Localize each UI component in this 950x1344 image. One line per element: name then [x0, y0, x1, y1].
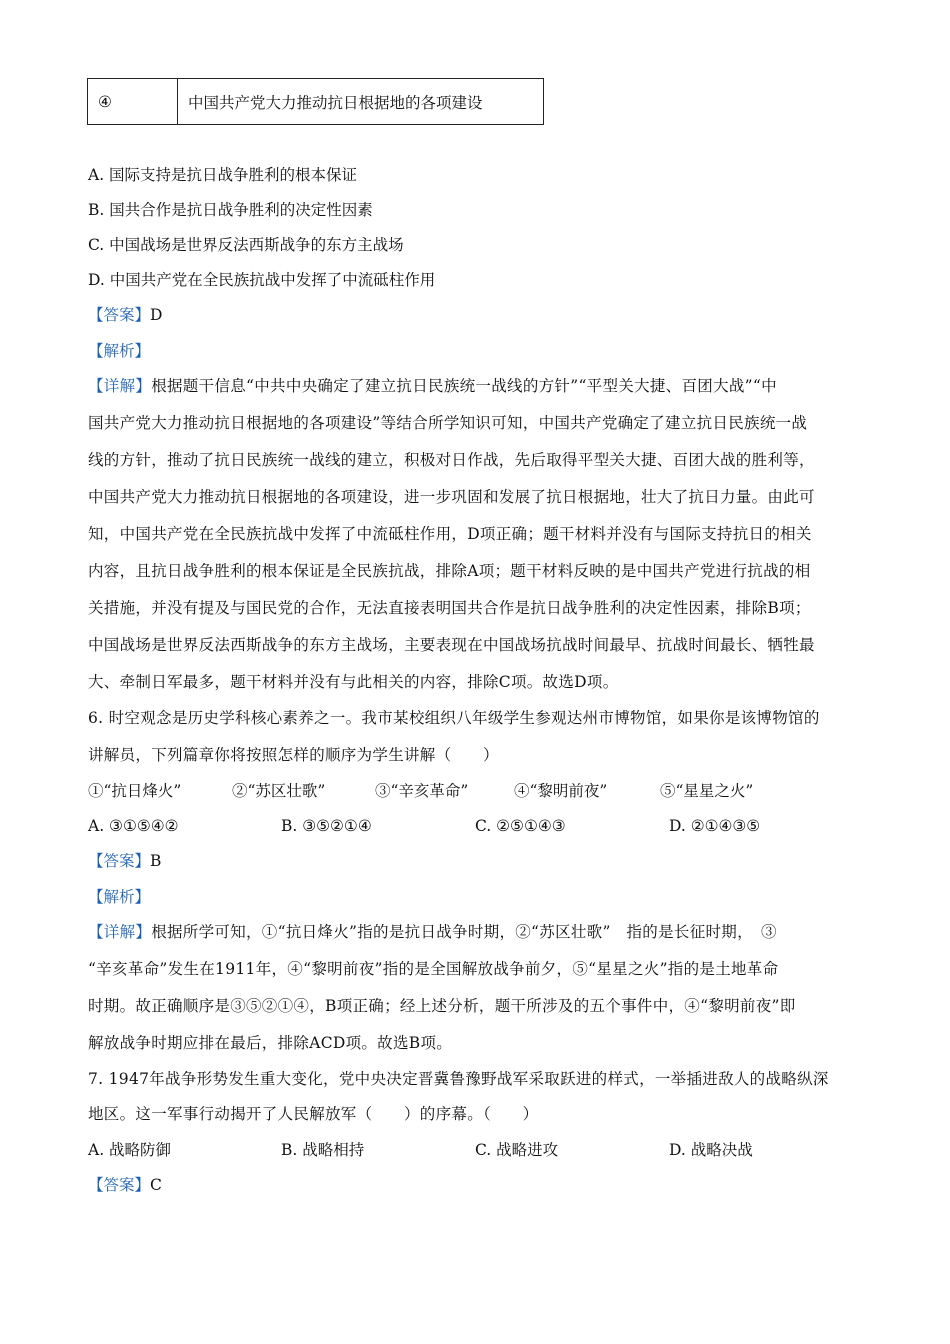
answer-value: D — [150, 306, 163, 324]
q6-item: ④“黎明前夜” — [514, 782, 608, 800]
q5-detail-line: 国共产党大力推动抗日根据地的各项建设”等结合所学知识可知，中国共产党确定了建立抗日民族统一战 — [88, 414, 808, 432]
q5-detail-line: 【详解】根据题干信息“中共中央确定了建立抗日民族统一战线的方针”“平型关大捷、百团大战”“中 — [88, 377, 777, 395]
q6-item: ②“苏区壮歌” — [232, 782, 326, 800]
q6-detail-line: 解放战争时期应排在最后，排除ACD项。故选B项。 — [88, 1034, 453, 1052]
q6-analysis-tag: 【解析】 — [88, 888, 151, 906]
q5-detail-line: 中国战场是世界反法西斯战争的东方主战场，主要表现在中国战场抗战时间最早、抗战时间最长、牺牲最 — [88, 636, 815, 654]
detail-tag: 【详解】 — [88, 923, 152, 941]
q6-detail-line: 【详解】根据所学可知，①“抗日烽火”指的是抗日战争时期，②“苏区壮歌” 指的是长征时期， ③ — [88, 923, 777, 941]
q6-stem-line: 6. 时空观念是历史学科核心素养之一。我市某校组织八年级学生参观达州市博物馆，如果你是该博物馆的 — [88, 709, 820, 727]
q6-detail-line: “辛亥革命”发生在1911年，④“黎明前夜”指的是全国解放战争前夕，⑤“星星之火”指的是土地革命 — [88, 960, 779, 978]
q5-option-d: D. 中国共产党在全民族抗战中发挥了中流砥柱作用 — [88, 271, 436, 289]
answer-tag: 【答案】 — [88, 852, 151, 870]
q5-answer — [88, 305, 162, 325]
q5-detail-line: 内容，且抗日战争胜利的根本保证是全民族抗战，排除A项；题干材料反映的是中国共产党进行抗战的相 — [88, 562, 811, 580]
q7-option-b: B. 战略相持 — [281, 1141, 365, 1159]
q6-item: ③“辛亥革命” — [375, 782, 469, 800]
question-table — [87, 78, 544, 125]
q7-answer — [88, 1175, 162, 1195]
table-cell-number: ④ — [88, 79, 178, 125]
table-row — [88, 79, 544, 125]
table-cell-text: 中国共产党大力推动抗日根据地的各项建设 — [178, 79, 544, 125]
q6-option-a: A. ③①⑤④② — [88, 817, 179, 835]
q5-option-c: C. 中国战场是世界反法西斯战争的东方主战场 — [88, 236, 404, 254]
q6-detail-line: 时期。故正确顺序是③⑤②①④，B项正确；经上述分析，题干所涉及的五个事件中，④“黎明前夜”即 — [88, 997, 796, 1015]
q5-detail-line: 中国共产党大力推动抗日根据地的各项建设，进一步巩固和发展了抗日根据地，壮大了抗日力量。由此可 — [88, 488, 815, 506]
q6-option-c: C. ②⑤①④③ — [475, 817, 566, 835]
q7-stem-line: 地区。这一军事行动揭开了人民解放军（ ）的序幕。（ ） — [88, 1105, 539, 1123]
q6-item: ①“抗日烽火” — [88, 782, 182, 800]
q6-item: ⑤“星星之火” — [660, 782, 754, 800]
q7-option-a: A. 战略防御 — [88, 1141, 172, 1159]
q5-analysis-tag: 【解析】 — [88, 342, 151, 360]
q5-option-b: B. 国共合作是抗日战争胜利的决定性因素 — [88, 201, 373, 219]
q6-option-d: D. ②①④③⑤ — [669, 817, 761, 835]
q6-answer — [88, 851, 161, 871]
q5-detail-line: 知，中国共产党在全民族抗战中发挥了中流砥柱作用，D项正确；题干材料并没有与国际支持抗日的相关 — [88, 525, 812, 543]
answer-tag: 【答案】 — [88, 306, 151, 324]
q6-option-b: B. ③⑤②①④ — [281, 817, 372, 835]
q7-option-d: D. 战略决战 — [669, 1141, 753, 1159]
detail-tag: 【详解】 — [88, 377, 152, 395]
q7-option-c: C. 战略进攻 — [475, 1141, 559, 1159]
q6-stem-line: 讲解员，下列篇章你将按照怎样的顺序为学生讲解（ ） — [88, 746, 499, 764]
q5-detail-line: 关措施，并没有提及与国民党的合作，无法直接表明国共合作是抗日战争胜利的决定性因素，排除B项； — [88, 599, 811, 617]
q5-detail-line: 大、牵制日军最多，题干材料并没有与此相关的内容，排除C项。故选D项。 — [88, 673, 619, 691]
answer-tag: 【答案】 — [88, 1176, 151, 1194]
q5-detail-line: 线的方针，推动了抗日民族统一战线的建立，积极对日作战，先后取得平型关大捷、百团大战的胜利等， — [88, 451, 815, 469]
answer-value: C — [150, 1176, 162, 1194]
q7-stem-line: 7. 1947年战争形势发生重大变化，党中央决定晋冀鲁豫野战军采取跃进的样式，一举插进敌人的战略纵深 — [88, 1070, 829, 1088]
q5-option-a: A. 国际支持是抗日战争胜利的根本保证 — [88, 166, 358, 184]
answer-value: B — [150, 852, 162, 870]
